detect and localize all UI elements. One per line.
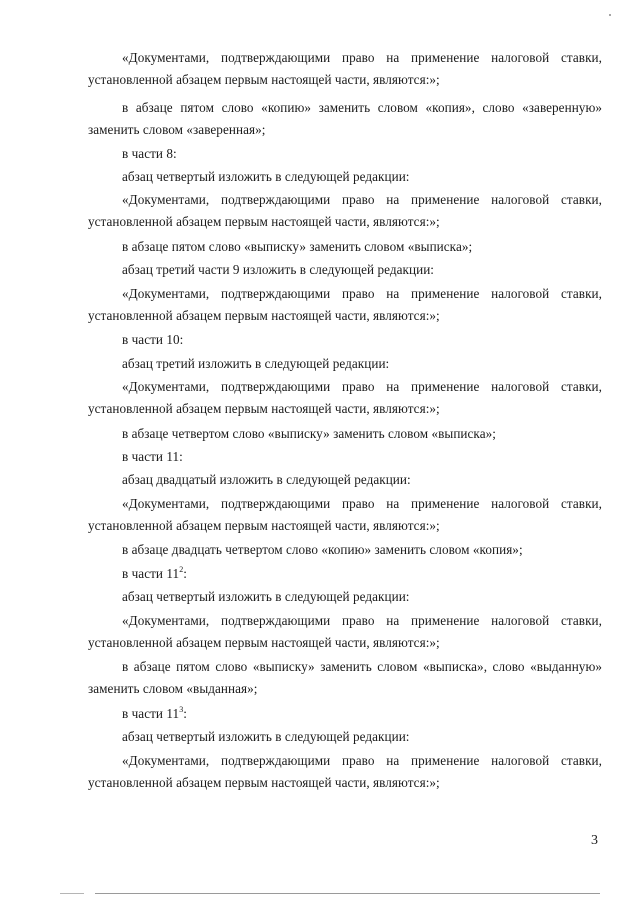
paragraph-amendment: в абзаце пятом слово «копию» заменить словом «копия», слово «заверенную» заменить словом «заверенная»;	[88, 100, 602, 137]
footer-rule	[95, 893, 600, 894]
part-heading-suffix: :	[183, 566, 187, 581]
part-heading-superscript: 2	[179, 565, 184, 574]
paragraph-amendment: в абзаце двадцать четвертом слово «копию» заменить словом «копия»;	[122, 542, 523, 557]
paragraph-instruction: абзац третий изложить в следующей редакции:	[122, 356, 390, 371]
paragraph-part-heading: в части 10:	[122, 332, 184, 347]
part-heading-prefix: в части 11	[122, 566, 180, 581]
paragraph-part-heading: в части 11:	[122, 449, 183, 464]
scan-artifact	[609, 14, 611, 16]
paragraph-quote: «Документами, подтверждающими право на применение налоговой ставки, установленной абзацем первым настоящей части, являются:»;	[88, 286, 602, 323]
footer-rule-fragment	[60, 893, 84, 894]
paragraph-quote: «Документами, подтверждающими право на применение налоговой ставки, установленной абзацем первым настоящей части, являются:»;	[88, 613, 602, 650]
part-heading-prefix: в части 11	[122, 706, 180, 721]
paragraph-part-heading: в части 8:	[122, 146, 177, 161]
paragraph-amendment: в абзаце четвертом слово «выписку» заменить словом «выписка»;	[122, 426, 496, 441]
paragraph-quote: «Документами, подтверждающими право на применение налоговой ставки, установленной абзацем первым настоящей части, являются:»;	[88, 50, 602, 87]
paragraph-part-heading	[88, 703, 602, 725]
paragraph-instruction: абзац четвертый изложить в следующей редакции:	[122, 729, 410, 744]
paragraph-instruction: абзац четвертый изложить в следующей редакции:	[122, 589, 410, 604]
paragraph-quote: «Документами, подтверждающими право на применение налоговой ставки, установленной абзацем первым настоящей части, являются:»;	[88, 192, 602, 229]
paragraph-part-heading	[88, 563, 602, 585]
page-number: 3	[591, 833, 598, 848]
paragraph-instruction: абзац четвертый изложить в следующей редакции:	[122, 169, 410, 184]
part-heading-superscript: 3	[179, 705, 184, 714]
paragraph-instruction: абзац двадцатый изложить в следующей редакции:	[122, 472, 411, 487]
paragraph-quote: «Документами, подтверждающими право на применение налоговой ставки, установленной абзацем первым настоящей части, являются:»;	[88, 379, 602, 416]
paragraph-quote: «Документами, подтверждающими право на применение налоговой ставки, установленной абзацем первым настоящей части, являются:»;	[88, 496, 602, 533]
paragraph-amendment: в абзаце пятом слово «выписку» заменить словом «выписка», слово «выданную» заменить словом «выданная»;	[88, 659, 602, 696]
part-heading-suffix: :	[183, 706, 187, 721]
paragraph-amendment: в абзаце пятом слово «выписку» заменить словом «выписка»;	[122, 239, 473, 254]
paragraph-quote: «Документами, подтверждающими право на применение налоговой ставки, установленной абзацем первым настоящей части, являются:»;	[88, 753, 602, 790]
paragraph-instruction: абзац третий части 9 изложить в следующей редакции:	[122, 262, 435, 277]
